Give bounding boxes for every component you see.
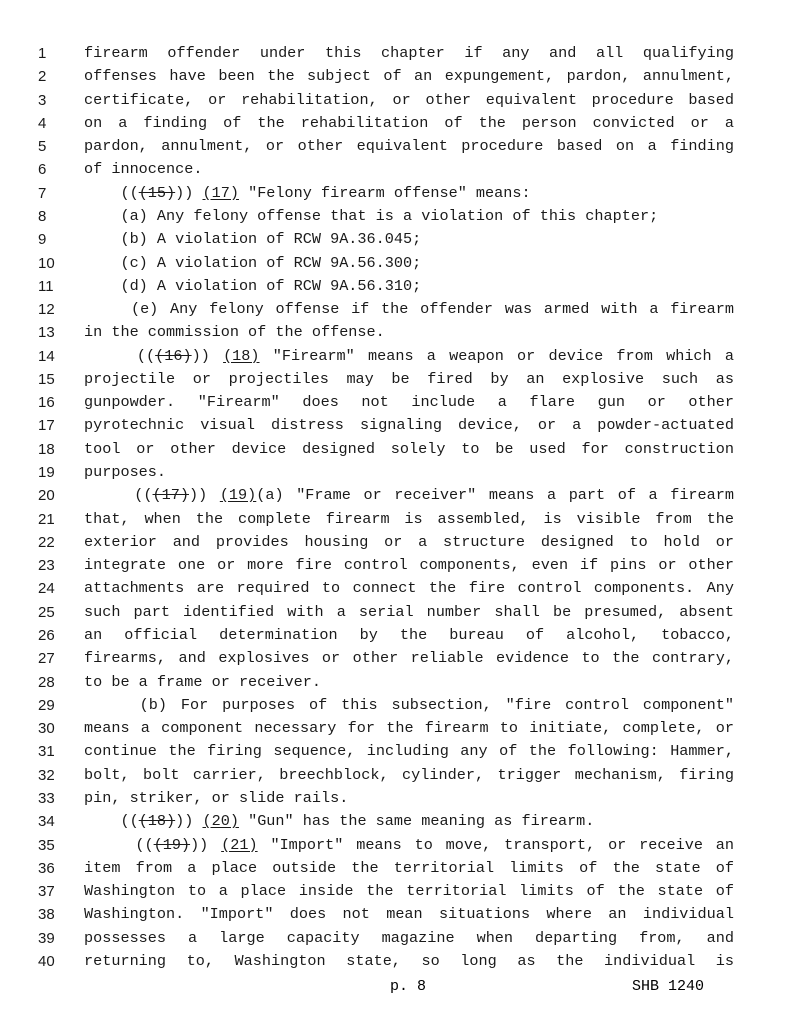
text-content: Washington to a place inside the territorial limits of the state of [84, 882, 734, 901]
struck-text: (15) [138, 183, 176, 202]
line-text [84, 787, 734, 810]
added-text: (19) [219, 486, 257, 505]
line-number: 32 [38, 766, 55, 784]
line-text [84, 508, 734, 531]
line-number: 34 [38, 813, 55, 831]
line-text [84, 438, 734, 461]
line-number: 15 [38, 370, 55, 388]
text-content: "Import" means to move, transport, or receive an [257, 835, 735, 854]
line-text [84, 554, 734, 577]
line-text [84, 414, 734, 437]
amendment-open: (( [84, 835, 154, 854]
amendment-close: )) [189, 486, 220, 505]
line-text [84, 717, 734, 740]
line-text [84, 903, 734, 926]
line-number: 14 [38, 347, 55, 365]
text-content: firearms, and explosives or other reliable evidence to the contrary, [84, 649, 734, 668]
text-content: offenses have been the subject of an expungement, pardon, annulment, [84, 67, 734, 86]
line-text [84, 484, 734, 507]
line-number: 36 [38, 859, 55, 877]
line-number: 4 [38, 114, 47, 132]
line-text [84, 182, 734, 205]
line-number: 22 [38, 533, 55, 551]
text-content: in the commission of the offense. [84, 323, 385, 342]
text-content: gunpowder. "Firearm" does not include a flare gun or other [84, 393, 734, 412]
added-text: (18) [223, 346, 260, 365]
text-content: (c) A violation of RCW 9A.56.300; [84, 253, 422, 272]
added-text: (17) [202, 183, 239, 202]
line-text [84, 461, 734, 484]
line-number: 1 [38, 45, 47, 62]
page-number: p. 8 [390, 978, 427, 995]
amendment-open: (( [84, 183, 139, 202]
text-content: an official determination by the bureau of alcohol, tobacco, [84, 626, 734, 644]
line-text [84, 391, 734, 414]
line-text [84, 135, 734, 158]
text-content: certificate, or rehabilitation, or other equivalent procedure based [84, 90, 734, 109]
line-text [84, 880, 734, 903]
line-number: 5 [38, 138, 47, 156]
line-text [84, 927, 734, 950]
text-content: possesses a large capacity magazine when departing from, and [84, 928, 734, 947]
line-text [84, 112, 734, 135]
text-content: such part identified with a serial number shall be presumed, absent [84, 602, 734, 621]
line-number: 23 [38, 557, 55, 575]
line-number: 40 [38, 952, 55, 970]
text-content: attachments are required to connect the fire control components. Any [84, 579, 734, 598]
text-content: of innocence. [84, 160, 203, 179]
struck-text: (17) [152, 486, 189, 505]
line-text [84, 577, 734, 600]
amendment-close: )) [191, 346, 224, 365]
line-number: 12 [38, 301, 55, 319]
line-number: 2 [38, 68, 47, 86]
text-content: firearm offender under this chapter if any and all qualifying [84, 44, 734, 62]
line-text [84, 624, 734, 647]
line-number: 35 [38, 836, 55, 854]
struck-text: (16) [155, 346, 192, 365]
line-number: 7 [38, 184, 47, 202]
added-text: (21) [221, 835, 258, 854]
line-text [84, 647, 734, 670]
line-number: 19 [38, 464, 55, 482]
line-number: 37 [38, 883, 55, 901]
line-number: 39 [38, 929, 55, 947]
line-text [84, 810, 734, 833]
line-text [84, 158, 734, 181]
added-text: (20) [202, 812, 239, 831]
text-content: "Felony firearm offense" means: [238, 183, 531, 202]
line-text [84, 42, 734, 65]
amendment-close: )) [190, 835, 222, 854]
line-text [84, 252, 734, 275]
text-content: bolt, bolt carrier, breechblock, cylinder, trigger mechanism, firing [84, 765, 734, 784]
text-content: projectile or projectiles may be fired by an explosive such as [84, 369, 734, 388]
text-content: to be a frame or receiver. [84, 672, 321, 691]
line-number: 6 [38, 161, 47, 179]
text-content: exterior and provides housing or a structure designed to hold or [84, 532, 734, 551]
text-content: means a component necessary for the firearm to initiate, complete, or [84, 719, 734, 738]
line-number: 17 [38, 417, 55, 435]
amendment-open: (( [84, 346, 156, 365]
text-content: that, when the complete firearm is assembled, is visible from the [84, 509, 734, 528]
line-text [84, 345, 734, 368]
text-content: on a finding of the rehabilitation of the person convicted or a [84, 113, 734, 132]
text-content: tool or other device designed solely to be used for construction [84, 439, 734, 458]
text-content: continue the firing sequence, including any of the following: Hammer, [84, 742, 734, 761]
line-text [84, 694, 734, 717]
line-number: 20 [38, 487, 55, 505]
line-text [84, 531, 734, 554]
text-content: item from a place outside the territorial limits of the state of [84, 858, 734, 877]
line-text [84, 834, 734, 857]
line-number: 38 [38, 906, 55, 924]
line-text [84, 205, 734, 228]
amendment-open: (( [84, 486, 153, 505]
line-text [84, 321, 734, 344]
line-text [84, 857, 734, 880]
line-text [84, 228, 734, 251]
amendment-close: )) [175, 812, 203, 831]
line-number: 25 [38, 603, 55, 621]
text-content: (b) For purposes of this subsection, "fire control component" [84, 695, 734, 714]
line-number: 8 [38, 207, 47, 225]
line-text [84, 89, 734, 112]
text-content: pin, striker, or slide rails. [84, 788, 349, 807]
amendment-close: )) [175, 183, 203, 202]
line-number: 13 [38, 324, 55, 342]
line-number: 9 [38, 231, 47, 249]
line-text [84, 368, 734, 391]
line-number: 31 [38, 743, 55, 761]
text-content: pyrotechnic visual distress signaling device, or a powder-actuated [84, 416, 734, 435]
bill-identifier: SHB 1240 [632, 978, 705, 995]
line-number: 33 [38, 789, 55, 807]
line-number: 10 [38, 254, 55, 272]
line-text [84, 275, 734, 298]
text-content: (b) A violation of RCW 9A.36.045; [84, 230, 422, 249]
amendment-open: (( [84, 812, 139, 831]
line-number: 28 [38, 673, 55, 691]
text-content: (a) "Frame or receiver" means a part of a firearm [256, 486, 735, 505]
line-number: 21 [38, 510, 55, 528]
line-text [84, 65, 734, 88]
text-content: (d) A violation of RCW 9A.56.310; [84, 276, 422, 295]
line-number: 30 [38, 720, 55, 738]
line-text [84, 671, 734, 694]
text-content: (a) Any felony offense that is a violation of this chapter; [84, 206, 659, 225]
text-content: (e) Any felony offense if the offender was armed with a firearm [84, 300, 734, 319]
text-content: purposes. [84, 463, 167, 482]
line-text [84, 764, 734, 787]
line-number: 26 [38, 627, 55, 644]
line-text [84, 950, 734, 973]
struck-text: (19) [153, 835, 191, 854]
line-number: 11 [38, 277, 54, 295]
text-content: integrate one or more fire control components, even if pins or other [84, 556, 734, 575]
text-content: returning to, Washington state, so long as the individual is [84, 951, 734, 970]
text-content: pardon, annulment, or other equivalent procedure based on a finding [84, 137, 734, 156]
line-text [84, 601, 734, 624]
text-content: "Gun" has the same meaning as firearm. [238, 812, 595, 831]
line-number: 18 [38, 440, 55, 458]
line-number: 16 [38, 394, 55, 412]
text-content: Washington. "Import" does not mean situations where an individual [84, 905, 734, 924]
line-number: 24 [38, 580, 55, 598]
line-number: 29 [38, 696, 55, 714]
text-content: "Firearm" means a weapon or device from which a [259, 346, 734, 365]
line-number: 27 [38, 650, 55, 668]
line-text [84, 298, 734, 321]
struck-text: (18) [138, 812, 176, 831]
line-text [84, 740, 734, 763]
line-number: 3 [38, 91, 47, 109]
